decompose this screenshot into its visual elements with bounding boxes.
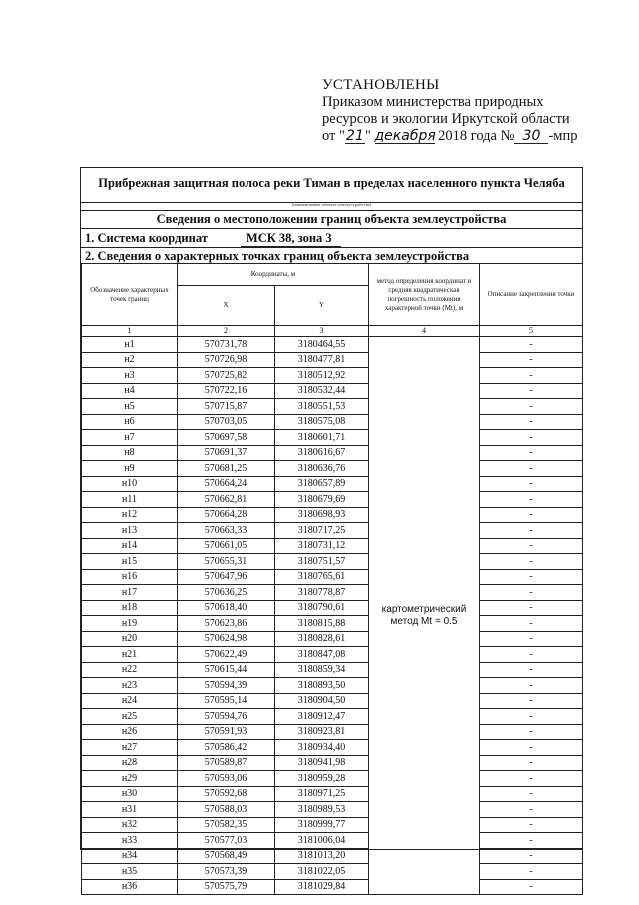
x-coordinate: 570663,33 xyxy=(178,523,275,539)
header-method: метод определения координат и средняя квадратическая погрешность положения характерной точки (Mt), м xyxy=(369,264,480,326)
fixing-description: - xyxy=(480,399,583,415)
date-prefix: от " xyxy=(322,128,345,144)
column-number: 1 xyxy=(82,326,178,337)
handwritten-order-number: 30 xyxy=(514,129,548,144)
x-coordinate: 570624,98 xyxy=(178,631,275,647)
point-id: н14 xyxy=(82,538,178,554)
header-coords: Координаты, м xyxy=(178,264,369,286)
header-x: X xyxy=(178,286,275,326)
table-row xyxy=(82,833,583,849)
point-id: н33 xyxy=(82,833,178,849)
approval-block xyxy=(322,77,622,145)
document-frame xyxy=(80,167,583,893)
table-row xyxy=(82,802,583,818)
x-coordinate: 570575,79 xyxy=(178,879,275,895)
fixing-description: - xyxy=(480,445,583,461)
table-row xyxy=(82,616,583,632)
x-coordinate: 570618,40 xyxy=(178,600,275,616)
header-y: Y xyxy=(275,286,369,326)
y-coordinate: 3180765,61 xyxy=(275,569,369,585)
x-coordinate: 570615,44 xyxy=(178,662,275,678)
table-row xyxy=(82,647,583,663)
point-id: н30 xyxy=(82,786,178,802)
coordinate-system-value: МСК 38, зона 3 xyxy=(245,231,332,245)
handwritten-day: 21 xyxy=(346,128,364,144)
fixing-description: - xyxy=(480,430,583,446)
x-coordinate: 570636,25 xyxy=(178,585,275,601)
point-id: н13 xyxy=(82,523,178,539)
x-coordinate: 570588,03 xyxy=(178,802,275,818)
table-row xyxy=(82,414,583,430)
y-coordinate: 3180731,12 xyxy=(275,538,369,554)
y-coordinate: 3181022,05 xyxy=(275,864,369,880)
table-row xyxy=(82,554,583,570)
fixing-description: - xyxy=(480,600,583,616)
point-id: н24 xyxy=(82,693,178,709)
x-coordinate: 570589,87 xyxy=(178,755,275,771)
table-row xyxy=(82,507,583,523)
table-row xyxy=(82,864,583,880)
fixing-description: - xyxy=(480,569,583,585)
table-row xyxy=(82,693,583,709)
x-coordinate: 570731,78 xyxy=(178,337,275,353)
point-id: н18 xyxy=(82,600,178,616)
fixing-description: - xyxy=(480,709,583,725)
method-cell: картометрический метод Mt = 0.5 xyxy=(369,337,480,895)
table-row xyxy=(82,771,583,787)
point-id: н10 xyxy=(82,476,178,492)
column-number: 4 xyxy=(369,326,480,337)
table-row xyxy=(82,383,583,399)
table-row xyxy=(82,786,583,802)
fixing-description: - xyxy=(480,414,583,430)
y-coordinate: 3180790,61 xyxy=(275,600,369,616)
fixing-description: - xyxy=(480,461,583,477)
point-id: н6 xyxy=(82,414,178,430)
point-id: н35 xyxy=(82,864,178,880)
point-id: н34 xyxy=(82,848,178,864)
y-coordinate: 3180941,98 xyxy=(275,755,369,771)
x-coordinate: 570594,39 xyxy=(178,678,275,694)
fixing-description: - xyxy=(480,383,583,399)
fixing-description: - xyxy=(480,492,583,508)
x-coordinate: 570715,87 xyxy=(178,399,275,415)
x-coordinate: 570573,39 xyxy=(178,864,275,880)
table-row xyxy=(82,461,583,477)
points-table xyxy=(81,263,583,895)
fixing-description: - xyxy=(480,740,583,756)
caption-divider xyxy=(81,210,582,211)
x-coordinate: 570697,58 xyxy=(178,430,275,446)
fixing-description: - xyxy=(480,848,583,864)
header-point: Обозначение характерных точек границ xyxy=(82,264,178,326)
y-coordinate: 3180999,77 xyxy=(275,817,369,833)
point-id: н27 xyxy=(82,740,178,756)
fixing-description: - xyxy=(480,616,583,632)
section-header: Сведения о местоположении границ объекта землеустройства xyxy=(156,212,507,226)
x-coordinate: 570681,25 xyxy=(178,461,275,477)
point-id: н2 xyxy=(82,352,178,368)
table-row xyxy=(82,709,583,725)
fixing-description: - xyxy=(480,771,583,787)
y-coordinate: 3180934,40 xyxy=(275,740,369,756)
table-row xyxy=(82,678,583,694)
y-coordinate: 3180512,92 xyxy=(275,368,369,384)
x-coordinate: 570725,82 xyxy=(178,368,275,384)
x-coordinate: 570591,93 xyxy=(178,724,275,740)
table-row xyxy=(82,724,583,740)
x-coordinate: 570722,16 xyxy=(178,383,275,399)
fixing-description: - xyxy=(480,786,583,802)
point-id: н28 xyxy=(82,755,178,771)
x-coordinate: 570592,68 xyxy=(178,786,275,802)
handwritten-month: декабря xyxy=(374,128,436,144)
header-fixing: Описание закрепления точки xyxy=(480,264,583,326)
table-row xyxy=(82,430,583,446)
coordinate-system-row xyxy=(85,231,332,246)
fixing-description: - xyxy=(480,693,583,709)
y-coordinate: 3180657,89 xyxy=(275,476,369,492)
fixing-description: - xyxy=(480,662,583,678)
table-row xyxy=(82,523,583,539)
fixing-description: - xyxy=(480,879,583,895)
fixing-description: - xyxy=(480,647,583,663)
fixing-description: - xyxy=(480,507,583,523)
y-coordinate: 3180828,61 xyxy=(275,631,369,647)
approval-line-1: Приказом министерства природных xyxy=(322,94,544,110)
x-coordinate: 570647,96 xyxy=(178,569,275,585)
point-id: н9 xyxy=(82,461,178,477)
y-coordinate: 3180912,47 xyxy=(275,709,369,725)
point-id: н25 xyxy=(82,709,178,725)
y-coordinate: 3180717,25 xyxy=(275,523,369,539)
table-row xyxy=(82,538,583,554)
point-id: н32 xyxy=(82,817,178,833)
table-row xyxy=(82,600,583,616)
table-row xyxy=(82,740,583,756)
y-coordinate: 3181013,20 xyxy=(275,848,369,864)
y-coordinate: 3180989,53 xyxy=(275,802,369,818)
fixing-description: - xyxy=(480,631,583,647)
x-coordinate: 570582,35 xyxy=(178,817,275,833)
y-coordinate: 3180778,87 xyxy=(275,585,369,601)
x-coordinate: 570568,49 xyxy=(178,848,275,864)
title-caption: (наименование объекта землеустройства) xyxy=(291,202,372,207)
table-row xyxy=(82,445,583,461)
point-id: н26 xyxy=(82,724,178,740)
table-row xyxy=(82,755,583,771)
table-row xyxy=(82,476,583,492)
table-row xyxy=(82,569,583,585)
y-coordinate: 3180679,69 xyxy=(275,492,369,508)
y-coordinate: 3180636,76 xyxy=(275,461,369,477)
point-id: н23 xyxy=(82,678,178,694)
x-coordinate: 570655,31 xyxy=(178,554,275,570)
section2-heading: 2. Сведения о характерных точках границ объекта землеустройства xyxy=(85,249,470,263)
point-id: н21 xyxy=(82,647,178,663)
x-coordinate: 570662,81 xyxy=(178,492,275,508)
x-coordinate: 570664,24 xyxy=(178,476,275,492)
approval-heading: УСТАНОВЛЕНЫ xyxy=(322,77,440,93)
fixing-description: - xyxy=(480,538,583,554)
fixing-description: - xyxy=(480,802,583,818)
fixing-description: - xyxy=(480,368,583,384)
point-id: н20 xyxy=(82,631,178,647)
point-id: н5 xyxy=(82,399,178,415)
section-divider xyxy=(81,228,582,229)
point-id: н12 xyxy=(82,507,178,523)
x-coordinate: 570595,14 xyxy=(178,693,275,709)
y-coordinate: 3180971,25 xyxy=(275,786,369,802)
date-quote: " xyxy=(364,128,371,144)
approval-line-2: ресурсов и экологии Иркутской области xyxy=(322,111,570,127)
x-coordinate: 570623,86 xyxy=(178,616,275,632)
fixing-description: - xyxy=(480,523,583,539)
table-row xyxy=(82,879,583,895)
x-coordinate: 570594,76 xyxy=(178,709,275,725)
point-id: н22 xyxy=(82,662,178,678)
table-row xyxy=(82,492,583,508)
y-coordinate: 3181029,84 xyxy=(275,879,369,895)
y-coordinate: 3180815,88 xyxy=(275,616,369,632)
table-row xyxy=(82,337,583,353)
point-id: н19 xyxy=(82,616,178,632)
fixing-description: - xyxy=(480,864,583,880)
point-id: н7 xyxy=(82,430,178,446)
point-id: н4 xyxy=(82,383,178,399)
fixing-description: - xyxy=(480,585,583,601)
x-coordinate: 570703,05 xyxy=(178,414,275,430)
table-row xyxy=(82,631,583,647)
fixing-description: - xyxy=(480,337,583,353)
fixing-description: - xyxy=(480,724,583,740)
coordinate-system-label: 1. Система координат xyxy=(85,231,208,245)
system-divider xyxy=(81,247,582,248)
point-id: н15 xyxy=(82,554,178,570)
y-coordinate: 3180477,81 xyxy=(275,352,369,368)
fixing-description: - xyxy=(480,554,583,570)
y-coordinate: 3180551,53 xyxy=(275,399,369,415)
x-coordinate: 570726,98 xyxy=(178,352,275,368)
order-suffix: -мпр xyxy=(548,128,578,144)
table-row xyxy=(82,352,583,368)
point-id: н16 xyxy=(82,569,178,585)
y-coordinate: 3180923,81 xyxy=(275,724,369,740)
column-number: 5 xyxy=(480,326,583,337)
x-coordinate: 570661,05 xyxy=(178,538,275,554)
y-coordinate: 3180904,50 xyxy=(275,693,369,709)
y-coordinate: 3180859,34 xyxy=(275,662,369,678)
y-coordinate: 3180847,08 xyxy=(275,647,369,663)
fixing-description: - xyxy=(480,476,583,492)
point-id: н11 xyxy=(82,492,178,508)
fixing-description: - xyxy=(480,352,583,368)
point-id: н3 xyxy=(82,368,178,384)
y-coordinate: 3180751,57 xyxy=(275,554,369,570)
x-coordinate: 570664,28 xyxy=(178,507,275,523)
fixing-description: - xyxy=(480,678,583,694)
y-coordinate: 3181006,04 xyxy=(275,833,369,849)
fixing-description: - xyxy=(480,755,583,771)
document-title: Прибрежная защитная полоса реки Тиман в пределах населенного пункта Челяба xyxy=(98,176,565,190)
point-id: н17 xyxy=(82,585,178,601)
fixing-description: - xyxy=(480,833,583,849)
table-row xyxy=(82,848,583,864)
y-coordinate: 3180698,93 xyxy=(275,507,369,523)
table-row xyxy=(82,662,583,678)
year-text: 2018 года № xyxy=(438,128,515,144)
table-row xyxy=(82,368,583,384)
x-coordinate: 570691,37 xyxy=(178,445,275,461)
column-number-row xyxy=(82,326,583,337)
point-id: н29 xyxy=(82,771,178,787)
y-coordinate: 3180601,71 xyxy=(275,430,369,446)
table-row xyxy=(82,817,583,833)
y-coordinate: 3180464,55 xyxy=(275,337,369,353)
point-id: н31 xyxy=(82,802,178,818)
x-coordinate: 570586,42 xyxy=(178,740,275,756)
approval-date-line xyxy=(322,128,622,145)
x-coordinate: 570577,03 xyxy=(178,833,275,849)
y-coordinate: 3180893,50 xyxy=(275,678,369,694)
table-row xyxy=(82,585,583,601)
x-coordinate: 570622,49 xyxy=(178,647,275,663)
y-coordinate: 3180959,28 xyxy=(275,771,369,787)
point-id: н36 xyxy=(82,879,178,895)
point-id: н8 xyxy=(82,445,178,461)
table-row xyxy=(82,399,583,415)
y-coordinate: 3180616,67 xyxy=(275,445,369,461)
column-number: 3 xyxy=(275,326,369,337)
y-coordinate: 3180532,44 xyxy=(275,383,369,399)
column-number: 2 xyxy=(178,326,275,337)
x-coordinate: 570593,06 xyxy=(178,771,275,787)
point-id: н1 xyxy=(82,337,178,353)
fixing-description: - xyxy=(480,817,583,833)
y-coordinate: 3180575,08 xyxy=(275,414,369,430)
